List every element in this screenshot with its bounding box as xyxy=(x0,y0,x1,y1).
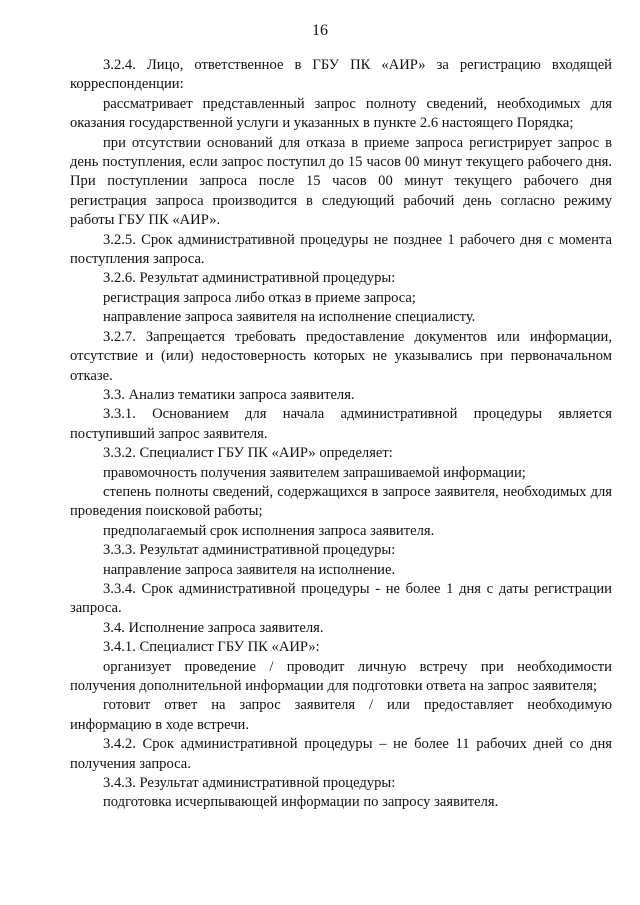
paragraph: степень полноты сведений, содержащихся в запросе заявителя, необходимых для проведения поисковой работы; xyxy=(70,483,612,520)
paragraph: 3.2.6. Результат административной процедуры: xyxy=(103,270,396,287)
paragraph: 3.4. Исполнение запроса заявителя. xyxy=(103,619,324,636)
paragraph: 3.2.7. Запрещается требовать предоставление документов или информации, отсутствие и (или) недостоверность которых не указывались при первоначальном отказе. xyxy=(70,328,612,384)
paragraph: 3.4.3. Результат административной процедуры: xyxy=(103,775,396,792)
paragraph: 3.4.2. Срок административной процедуры – не более 11 рабочих дней со дня получения запроса. xyxy=(70,736,612,772)
paragraph: предполагаемый срок исполнения запроса заявителя. xyxy=(103,522,435,539)
paragraph: правомочность получения заявителем запрашиваемой информации; xyxy=(103,464,526,481)
paragraph: подготовка исчерпывающей информации по запросу заявителя. xyxy=(103,794,499,811)
paragraph: 3.2.5. Срок административной процедуры не позднее 1 рабочего дня с момента поступления запроса. xyxy=(70,231,612,268)
paragraph: 3.4.1. Специалист ГБУ ПК «АИР»: xyxy=(103,639,320,656)
paragraph: при отсутствии оснований для отказа в приеме запроса регистрирует запрос в день поступления, если запрос поступил до 15 часов 00 минут текущего рабочего дня. При поступлении запроса после 15 часов 00 минут текущего рабочего дня регистрация запроса производится в следующий рабочий день согласно режиму работы ГБУ ПК «АИР». xyxy=(70,134,612,229)
paragraph: 3.3. Анализ тематики запроса заявителя. xyxy=(103,386,355,403)
paragraph: направление запроса заявителя на исполнение специалисту. xyxy=(103,309,476,326)
paragraph: 3.3.3. Результат административной процедуры: xyxy=(103,542,396,559)
paragraph: организует проведение / проводит личную встречу при необходимости получения дополнительной информации для подготовки ответа на запрос заявителя; xyxy=(70,658,612,694)
paragraph: рассматривает представленный запрос полноту сведений, необходимых для оказания государственной услуги и указанных в пункте 2.6 настоящего Порядка; xyxy=(70,95,612,132)
paragraph: регистрация запроса либо отказ в приеме запроса; xyxy=(103,289,416,306)
paragraph: готовит ответ на запрос заявителя / или предоставляет необходимую информацию в ходе встречи. xyxy=(70,697,612,733)
paragraph: направление запроса заявителя на исполнение. xyxy=(103,561,396,578)
document-body xyxy=(70,56,612,813)
page-number: 16 xyxy=(312,22,328,39)
paragraph: 3.3.2. Специалист ГБУ ПК «АИР» определяет: xyxy=(103,445,393,462)
paragraph: 3.2.4. Лицо, ответственное в ГБУ ПК «АИР» за регистрацию входящей корреспонденции: xyxy=(70,57,612,93)
paragraph: 3.3.1. Основанием для начала административной процедуры является поступивший запрос заявителя. xyxy=(70,406,612,442)
paragraph: 3.3.4. Срок административной процедуры - не более 1 дня с даты регистрации запроса. xyxy=(70,580,612,617)
